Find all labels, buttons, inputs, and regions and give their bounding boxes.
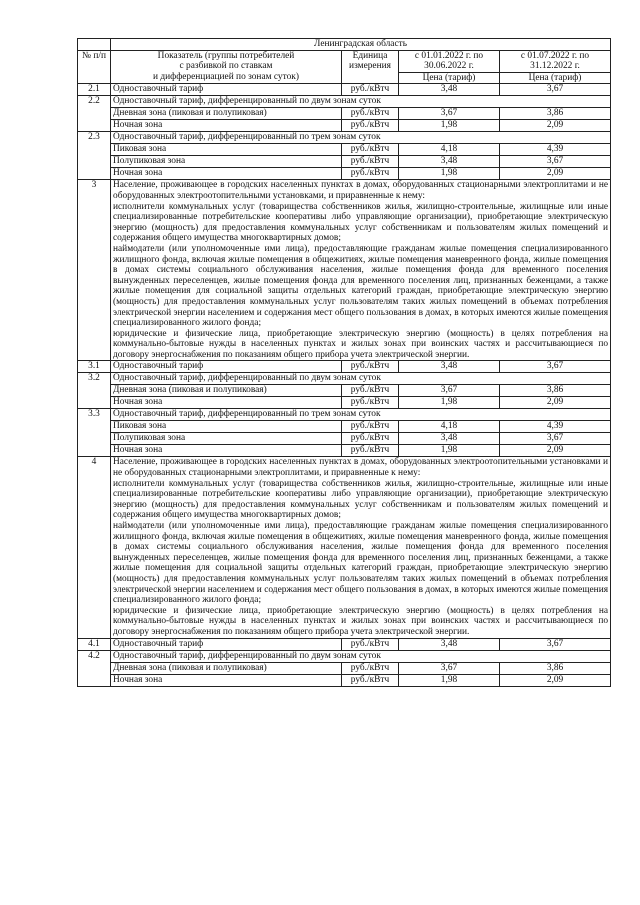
row-value-h2: 3,67 bbox=[500, 361, 611, 373]
header-price1: Цена (тариф) bbox=[399, 72, 500, 84]
row-num: 3.1 bbox=[78, 361, 111, 373]
header-unit-line2: измерения bbox=[349, 61, 391, 72]
table-row bbox=[78, 361, 611, 373]
header-period1 bbox=[399, 50, 500, 72]
header-indicator-line3: и дифференциацией по зонам суток) bbox=[153, 71, 299, 82]
row-num: 3.2 bbox=[78, 373, 111, 409]
row-label: Ночная зона bbox=[111, 397, 342, 409]
row-value-h2: 3,67 bbox=[500, 433, 611, 445]
table-row bbox=[78, 96, 611, 108]
header-unit-line1: Единица bbox=[352, 50, 388, 61]
table-row bbox=[78, 397, 611, 409]
row-label: Дневная зона (пиковая и полупиковая) bbox=[111, 662, 342, 674]
group-row bbox=[78, 457, 611, 638]
row-label: Одноставочный тариф bbox=[111, 638, 342, 650]
group-paragraph: наймодатели (или уполномоченные ими лица), предоставляющие гражданам жилые помещения специализированного жилищного фонда, включая жилые помещения в общежитиях, жилые помещения маневренного фонда, жилые помещения в домах системы социального обслуживания населения, жилые помещения фонда для временного поселения вынужденных переселенцев, жилые помещения фонда для временного поселения лиц, признанных беженцами, а также жилые помещения для социальной защиты отдельных категорий граждан, приобретающие электрическую энергию (мощность) для предоставления коммунальных услуг пользователям таких жилых помещений в объемах потребления электрической энергии населением и содержания мест общего пользования в домах, в которых имеются жилые помещения специализированного жилого фонда; bbox=[113, 243, 609, 329]
row-unit: руб./кВтч bbox=[342, 168, 399, 180]
tariff-document bbox=[77, 38, 610, 687]
row-value-h2: 4,39 bbox=[500, 421, 611, 433]
tariff-table bbox=[77, 38, 611, 687]
row-num: 2.2 bbox=[78, 96, 111, 132]
table-row bbox=[78, 674, 611, 686]
table-row bbox=[78, 373, 611, 385]
row-label: Одноставочный тариф, дифференцированный по двум зонам суток bbox=[111, 373, 611, 385]
row-label: Полупиковая зона bbox=[111, 433, 342, 445]
row-label: Одноставочный тариф bbox=[111, 84, 342, 96]
row-label: Ночная зона bbox=[111, 120, 342, 132]
table-row bbox=[78, 638, 611, 650]
row-label: Ночная зона bbox=[111, 445, 342, 457]
row-unit: руб./кВтч bbox=[342, 385, 399, 397]
row-value-h2: 3,67 bbox=[500, 638, 611, 650]
table-row bbox=[78, 421, 611, 433]
region-title: Ленинградская область bbox=[111, 39, 611, 51]
row-value-h1: 1,98 bbox=[399, 674, 500, 686]
row-value-h1: 1,98 bbox=[399, 168, 500, 180]
row-unit: руб./кВтч bbox=[342, 421, 399, 433]
row-value-h2: 2,09 bbox=[500, 168, 611, 180]
header-period2 bbox=[500, 50, 611, 72]
group-paragraph: юридические и физические лица, приобретающие электрическую энергию (мощность) в целях потребления на коммунально-бытовые нужды в населенных пунктах и жилых зонах при воинских частях и рассчитывающиеся по договору энергоснабжения по показаниям общего прибора учета электрической энергии. bbox=[113, 328, 609, 360]
row-unit: руб./кВтч bbox=[342, 156, 399, 168]
header-indicator-line1: Показатель (группы потребителей bbox=[157, 50, 295, 61]
table-row bbox=[78, 433, 611, 445]
row-unit: руб./кВтч bbox=[342, 397, 399, 409]
group-paragraph: наймодатели (или уполномоченные ими лица), предоставляющие гражданам жилые помещения специализированного жилищного фонда, включая жилые помещения в общежитиях, жилые помещения маневренного фонда, жилые помещения в домах системы социального обслуживания населения, жилые помещения фонда для временного поселения вынужденных переселенцев, жилые помещения фонда для временного поселения лиц, признанных беженцами, а также жилые помещения для социальной защиты отдельных категорий граждан, приобретающие электрическую энергию (мощность) для предоставления коммунальных услуг пользователям таких жилых помещений в объемах потребления электрической энергии населением и содержания мест общего пользования в домах, в которых имеются жилые помещения специализированного жилого фонда; bbox=[113, 521, 609, 606]
row-value-h2: 3,86 bbox=[500, 385, 611, 397]
header-num: № п/п bbox=[78, 50, 111, 84]
row-value-h2: 2,09 bbox=[500, 120, 611, 132]
row-value-h2: 3,86 bbox=[500, 662, 611, 674]
row-value-h1: 3,48 bbox=[399, 361, 500, 373]
table-row bbox=[78, 84, 611, 96]
table-row bbox=[78, 108, 611, 120]
row-value-h1: 4,18 bbox=[399, 144, 500, 156]
row-value-h1: 3,48 bbox=[399, 433, 500, 445]
header-period1-line1: с 01.01.2022 г. по bbox=[414, 50, 484, 61]
row-unit: руб./кВтч bbox=[342, 638, 399, 650]
row-unit: руб./кВтч bbox=[342, 445, 399, 457]
row-value-h1: 3,67 bbox=[399, 385, 500, 397]
row-value-h2: 2,09 bbox=[500, 674, 611, 686]
table-row bbox=[78, 144, 611, 156]
table-row bbox=[78, 132, 611, 144]
table-row bbox=[78, 168, 611, 180]
row-value-h2: 3,67 bbox=[500, 84, 611, 96]
table-row bbox=[78, 156, 611, 168]
row-label: Одноставочный тариф, дифференцированный по трем зонам суток bbox=[111, 409, 611, 421]
row-label: Одноставочный тариф bbox=[111, 361, 342, 373]
row-unit: руб./кВтч bbox=[342, 120, 399, 132]
row-value-h1: 1,98 bbox=[399, 397, 500, 409]
row-label: Полупиковая зона bbox=[111, 156, 342, 168]
row-unit: руб./кВтч bbox=[342, 674, 399, 686]
row-label: Одноставочный тариф, дифференцированный по трем зонам суток bbox=[111, 132, 611, 144]
group-paragraph: Население, проживающее в городских населенных пунктах в домах, оборудованных электроотопительными установками и не оборудованных стационарными электроплитами, и приравненные к нему: bbox=[113, 457, 609, 479]
row-num: 4.2 bbox=[78, 650, 111, 686]
table-row bbox=[78, 650, 611, 662]
header-period1-line2: 30.06.2022 г. bbox=[424, 61, 474, 72]
row-unit: руб./кВтч bbox=[342, 662, 399, 674]
header-unit bbox=[342, 50, 399, 84]
row-value-h2: 2,09 bbox=[500, 397, 611, 409]
row-value-h2: 3,67 bbox=[500, 156, 611, 168]
table-row bbox=[78, 662, 611, 674]
row-value-h1: 1,98 bbox=[399, 445, 500, 457]
group-num: 4 bbox=[78, 457, 111, 638]
row-unit: руб./кВтч bbox=[342, 84, 399, 96]
row-label: Одноставочный тариф, дифференцированный по двум зонам суток bbox=[111, 650, 611, 662]
group-description bbox=[111, 457, 611, 638]
header-indicator-line2: с разбивкой по ставкам bbox=[179, 61, 273, 72]
row-value-h1: 4,18 bbox=[399, 421, 500, 433]
row-label: Дневная зона (пиковая и полупиковая) bbox=[111, 385, 342, 397]
row-num: 2.3 bbox=[78, 132, 111, 180]
row-num: 2.1 bbox=[78, 84, 111, 96]
table-row bbox=[78, 409, 611, 421]
region-row bbox=[78, 39, 611, 51]
group-description bbox=[111, 180, 611, 361]
group-paragraph: Население, проживающее в городских населенных пунктах в домах, оборудованных стационарными электроплитами и не оборудованных электроотопительными установками, и приравненные к нему: bbox=[113, 180, 609, 201]
header-price2: Цена (тариф) bbox=[500, 72, 611, 84]
row-label: Одноставочный тариф, дифференцированный по двум зонам суток bbox=[111, 96, 611, 108]
table-row bbox=[78, 385, 611, 397]
row-value-h1: 3,67 bbox=[399, 108, 500, 120]
row-value-h2: 2,09 bbox=[500, 445, 611, 457]
row-num: 3.3 bbox=[78, 409, 111, 457]
table-row bbox=[78, 120, 611, 132]
group-row bbox=[78, 180, 611, 361]
row-unit: руб./кВтч bbox=[342, 361, 399, 373]
row-label: Пиковая зона bbox=[111, 421, 342, 433]
row-label: Ночная зона bbox=[111, 168, 342, 180]
group-num: 3 bbox=[78, 180, 111, 361]
group-paragraph: исполнители коммунальных услуг (товарищества собственников жилья, жилищно-строительные, жилищные или иные специализированные потребительские кооперативы либо управляющие организации), приобретающие электрическую энергию (мощность) для предоставления коммунальных услуг собственникам и пользователям жилых помещений и содержания общего имущества многоквартирных домов; bbox=[113, 201, 609, 244]
row-value-h1: 1,98 bbox=[399, 120, 500, 132]
row-value-h2: 4,39 bbox=[500, 144, 611, 156]
row-value-h1: 3,67 bbox=[399, 662, 500, 674]
row-value-h1: 3,48 bbox=[399, 84, 500, 96]
row-unit: руб./кВтч bbox=[342, 108, 399, 120]
group-paragraph: исполнители коммунальных услуг (товарищества собственников жилья, жилищно-строительные, жилищные или иные специализированные потребительские кооперативы либо управляющие организации), приобретающие электрическую энергию (мощность) для предоставления коммунальных услуг собственникам и пользователям жилых помещений и содержания общего имущества многоквартирных домов; bbox=[113, 478, 609, 521]
header-period2-line1: с 01.07.2022 г. по bbox=[520, 50, 590, 61]
row-num: 4.1 bbox=[78, 638, 111, 650]
header-indicator bbox=[111, 50, 342, 84]
row-value-h1: 3,48 bbox=[399, 638, 500, 650]
row-label: Ночная зона bbox=[111, 674, 342, 686]
row-label: Пиковая зона bbox=[111, 144, 342, 156]
header-row bbox=[78, 50, 611, 72]
row-label: Дневная зона (пиковая и полупиковая) bbox=[111, 108, 342, 120]
header-period2-line2: 31.12.2022 г. bbox=[530, 61, 580, 72]
row-unit: руб./кВтч bbox=[342, 144, 399, 156]
row-unit: руб./кВтч bbox=[342, 433, 399, 445]
row-value-h2: 3,86 bbox=[500, 108, 611, 120]
group-paragraph: юридические и физические лица, приобретающие электрическую энергию (мощность) в целях потребления на коммунально-бытовые нужды в населенных пунктах и жилых зонах при воинских частях и рассчитывающиеся по договору энергоснабжения по показаниям общего прибора учета электрической энергии. bbox=[113, 605, 609, 637]
table-row bbox=[78, 445, 611, 457]
row-value-h1: 3,48 bbox=[399, 156, 500, 168]
